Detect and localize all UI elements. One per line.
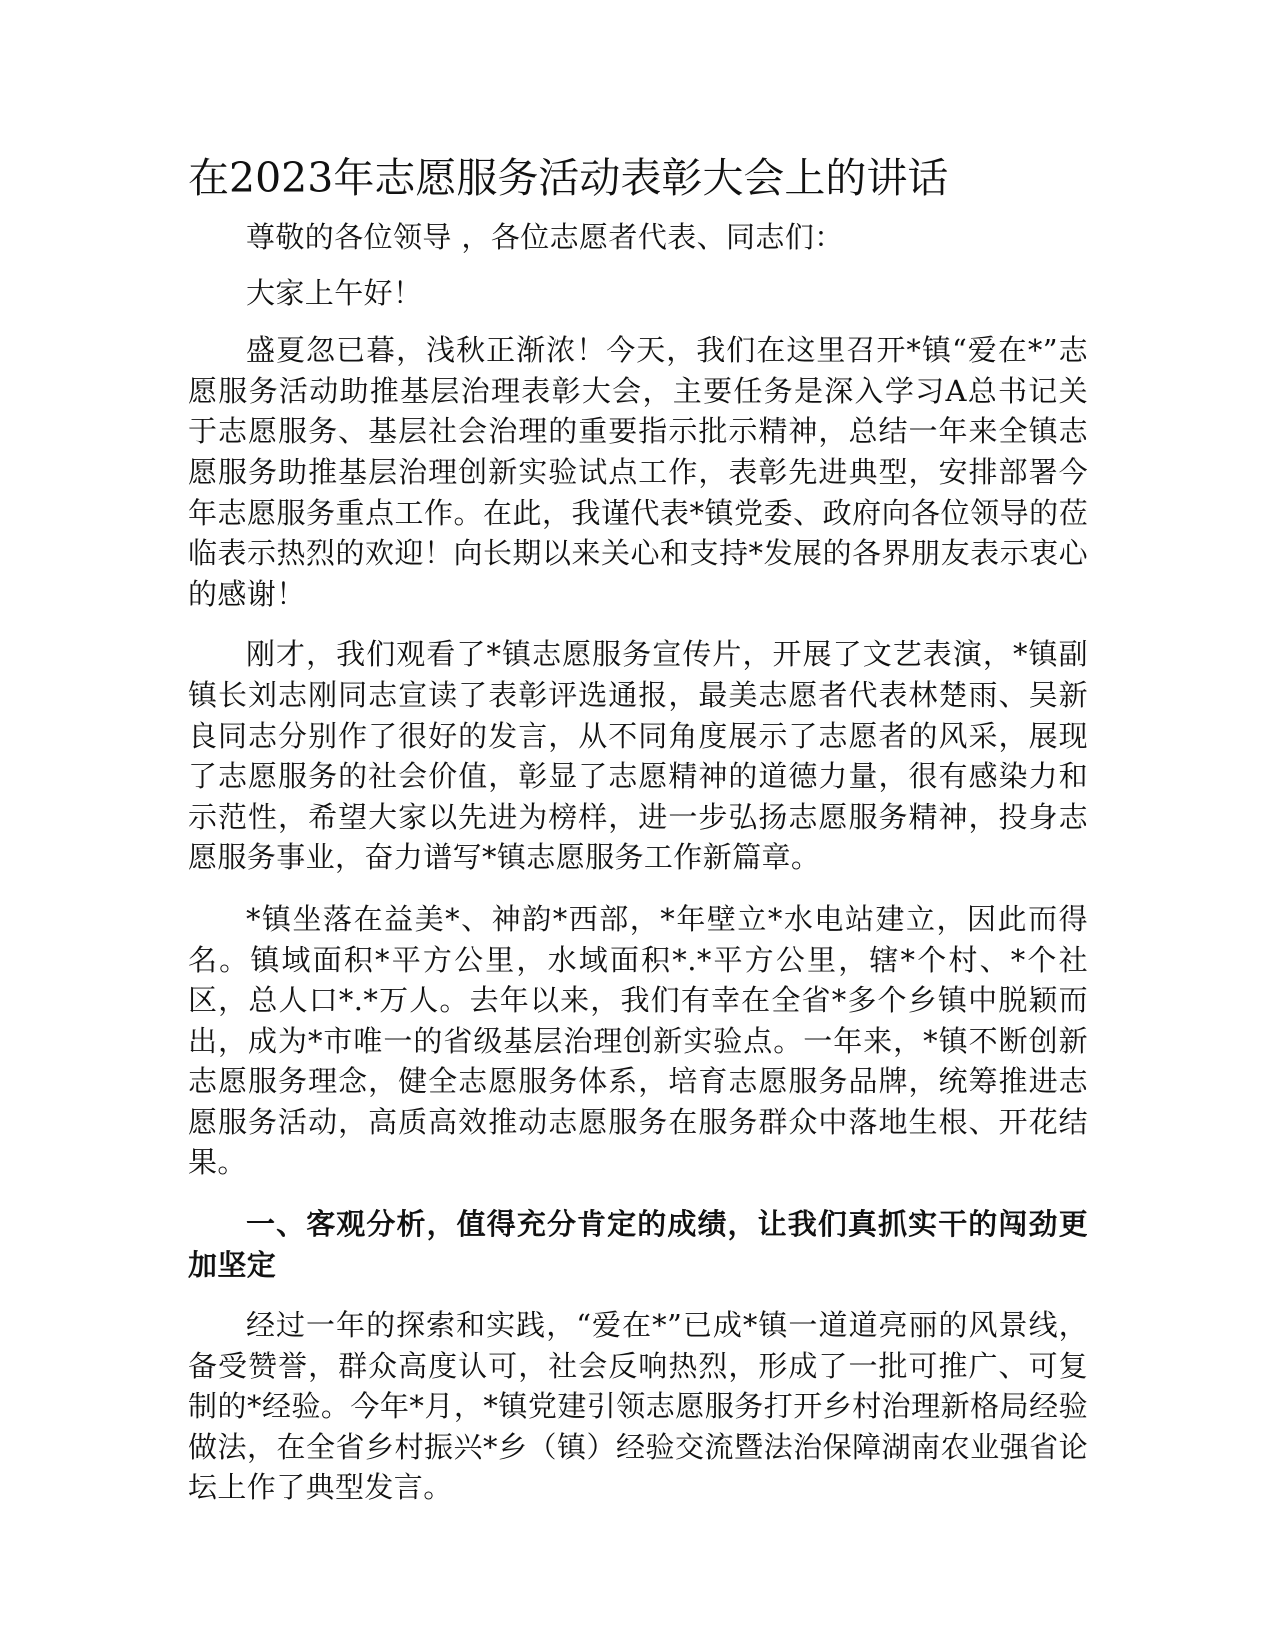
document-body bbox=[188, 150, 1088, 1508]
paragraph-review: 刚才，我们观看了*镇志愿服务宣传片，开展了文艺表演，*镇副镇长刘志刚同志宣读了表彰评选通报，最美志愿者代表林楚雨、吴新良同志分别作了很好的发言，从不同角度展示了志愿者的风采，展现了志愿服务的社会价值，彰显了志愿精神的道德力量，很有感染力和示范性，希望大家以先进为榜样，进一步弘扬志愿服务精神，投身志愿服务事业，奋力谱写*镇志愿服务工作新篇章。 bbox=[188, 637, 1088, 875]
salutation: 尊敬的各位领导 ，各位志愿者代表、同志们： bbox=[246, 220, 844, 254]
section-heading: 一、客观分析，值得充分肯定的成绩，让我们真抓实干的闯劲更加坚定 bbox=[188, 1207, 1088, 1283]
paragraph-town-overview: *镇坐落在益美*、神韵*西部，*年壁立*水电站建立，因此而得名。镇域面积*平方公里，水域面积*.*平方公里，辖*个村、*个社区，总人口*.*万人。去年以来，我们有幸在全省*多个乡镇中脱颖而出，成为*市唯一的省级基层治理创新实验点。一年来，*镇不断创新志愿服务理念，健全志愿服务体系，培育志愿服务品牌，统筹推进志愿服务活动，高质高效推动志愿服务在服务群众中落地生根、开花结果。 bbox=[188, 901, 1088, 1180]
paragraph-opening: 盛夏忽已暮，浅秋正渐浓！今天，我们在这里召开*镇“爱在*”志愿服务活动助推基层治理表彰大会，主要任务是深入学习A总书记关于志愿服务、基层社会治理的重要指示批示精神，总结一年来全镇志愿服务助推基层治理创新实验试点工作，表彰先进典型，安排部署今年志愿服务重点工作。在此，我谨代表*镇党委、政府向各位领导的莅临表示热烈的欢迎！向长期以来关心和支持*发展的各界朋友表示衷心的感谢！ bbox=[188, 333, 1088, 611]
paragraph-achievements: 经过一年的探索和实践，“爱在*”已成*镇一道道亮丽的风景线，备受赞誉，群众高度认可，社会反响热烈，形成了一批可推广、可复制的*经验。今年*月，*镇党建引领志愿服务打开乡村治理新格局经验做法，在全省乡村振兴*乡（镇）经验交流暨法治保障湖南农业强省论坛上作了典型发言。 bbox=[188, 1308, 1088, 1505]
document-title: 在2023年志愿服务活动表彰大会上的讲话 bbox=[188, 154, 949, 202]
greeting: 大家上午好！ bbox=[246, 275, 423, 310]
